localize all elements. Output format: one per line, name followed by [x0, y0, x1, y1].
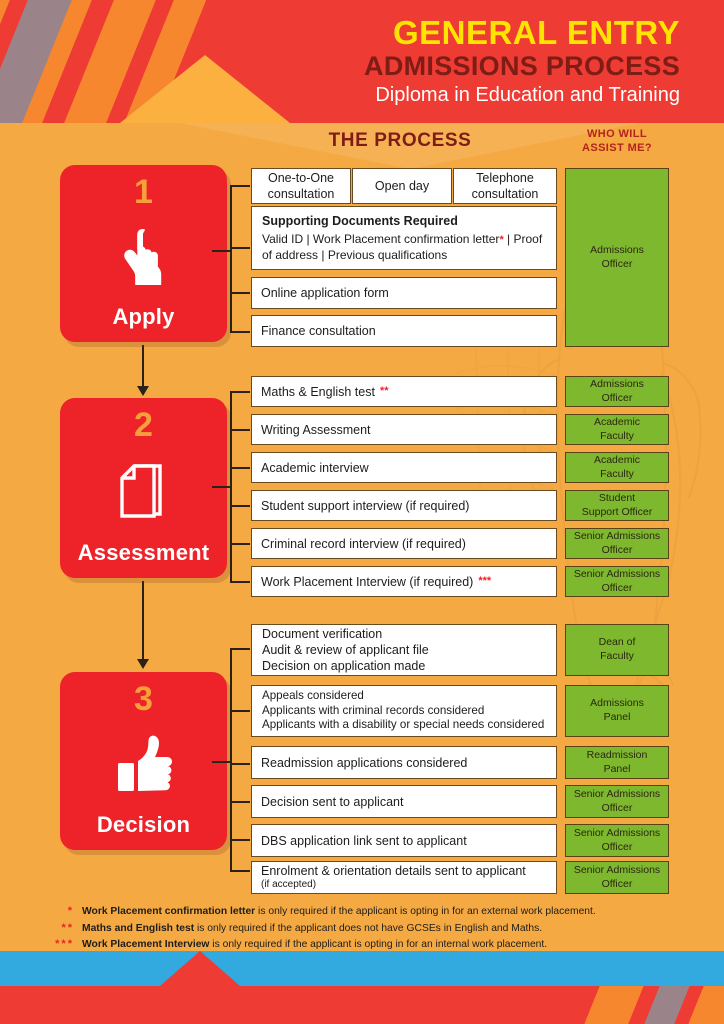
row-body-pre: Valid ID | Work Placement confirmation letter	[262, 232, 500, 247]
assist-row-student-support	[565, 490, 669, 521]
assist-line1: Senior Admissions	[573, 863, 661, 876]
assist-row-readmission	[565, 746, 669, 779]
row-label: Finance consultation	[261, 324, 376, 338]
row-label: Telephone consultation	[471, 171, 539, 201]
row-sublabel: (if accepted)	[261, 879, 317, 891]
assist-line2: Officer	[601, 581, 633, 594]
footer-triangle-accent	[160, 951, 240, 986]
assist-row-enrolment	[565, 861, 669, 894]
assist-line1: Dean of	[598, 636, 636, 649]
assist-heading-line2: ASSIST ME?	[581, 141, 652, 154]
row-label: Writing Assessment	[261, 422, 371, 437]
footnote-rest: is only required if the applicant does not have GCSEs in English and Maths.	[194, 922, 543, 934]
footnote-item	[0, 903, 724, 920]
row-label: Work Placement Interview (if required)	[261, 574, 474, 589]
row-line: Document verification	[262, 627, 383, 641]
row-line: Decision on application made	[262, 659, 426, 673]
assist-line1: Academic	[593, 415, 641, 428]
assist-line2: Officer	[601, 801, 633, 814]
asterisk-marker: *	[499, 234, 504, 247]
row-enrolment-orientation[interactable]	[251, 861, 557, 894]
step-label: Assessment	[77, 540, 210, 565]
row-label: Academic interview	[261, 460, 369, 475]
footnote-rest: is only required if the applicant is opting in for an internal work placement.	[209, 939, 548, 950]
row-academic-interview[interactable]	[251, 452, 557, 483]
assist-line2: Officer	[601, 877, 633, 890]
footer-blue-band	[0, 951, 724, 986]
header-triangle-accent	[120, 55, 290, 123]
row-readmission-applications[interactable]	[251, 746, 557, 779]
row-dbs-application-link[interactable]	[251, 824, 557, 857]
footnote-text	[82, 921, 542, 936]
footnote-marker: **	[61, 921, 74, 934]
poster-title-line2: ADMISSIONS PROCESS	[364, 50, 680, 81]
assist-line2: Faculty	[600, 467, 634, 480]
row-work-placement-interview[interactable]	[251, 566, 557, 597]
arrow-step1-to-step2	[142, 345, 144, 387]
row-label: Criminal record interview (if required)	[261, 536, 466, 551]
row-heading: Supporting Documents Required	[262, 214, 458, 229]
thumbs-up-icon	[114, 716, 174, 812]
asterisk-marker: ***	[478, 575, 492, 588]
row-telephone-consultation[interactable]	[453, 168, 557, 204]
row-appeals-considered[interactable]	[251, 685, 557, 737]
assist-line1: Senior Admissions	[573, 567, 661, 580]
row-body-post: | Proof of address | Previous qualifications	[262, 232, 543, 262]
footnote-item	[0, 920, 724, 937]
footnote-rest: is only required if the applicant is opting in for an external work placement.	[255, 906, 596, 917]
process-column-heading: THE PROCESS	[328, 130, 472, 151]
assist-line1: Admissions	[590, 377, 644, 390]
row-label: One-to-One consultation	[267, 171, 335, 201]
documents-icon	[116, 442, 172, 540]
assist-line1: Senior Admissions	[573, 529, 661, 542]
assist-line2: Support Officer	[581, 505, 653, 518]
assist-heading-line1: WHO WILL	[586, 128, 647, 140]
assist-line1: Academic	[593, 453, 641, 466]
step-number: 2	[134, 406, 153, 444]
assist-line1: Senior Admissions	[573, 787, 661, 800]
asterisk-marker: **	[379, 385, 389, 398]
assist-row-document-verification	[565, 624, 669, 676]
assist-row-decision-sent	[565, 785, 669, 818]
row-label: DBS application link sent to applicant	[261, 833, 467, 848]
row-document-verification[interactable]	[251, 624, 557, 676]
step-number: 3	[134, 680, 153, 718]
assist-row-dbs-link	[565, 824, 669, 857]
assist-row-writing-assessment	[565, 414, 669, 445]
pointing-hand-icon	[118, 209, 170, 304]
assist-admissions-officer-step1	[565, 168, 669, 347]
poster-footer	[0, 951, 724, 1024]
connector-tree-step3	[230, 648, 252, 870]
step-card-apply[interactable]	[60, 165, 227, 342]
assist-line1: Readmission	[586, 748, 648, 761]
step-card-assessment[interactable]	[60, 398, 227, 578]
row-open-day[interactable]	[352, 168, 452, 204]
row-one-to-one-consultation[interactable]	[251, 168, 351, 204]
assist-line2: Officer	[601, 391, 633, 404]
footnote-marker: ***	[55, 938, 74, 950]
footnotes-block	[0, 903, 724, 953]
footnote-text	[82, 904, 596, 919]
row-label: Decision sent to applicant	[261, 794, 404, 809]
assist-line1: Student	[598, 491, 636, 504]
assist-row-academic-interview	[565, 452, 669, 483]
assist-line2: Officer	[601, 840, 633, 853]
connector-tree-step2	[230, 391, 252, 581]
arrow-step2-to-step3	[142, 581, 144, 660]
row-criminal-record-interview[interactable]	[251, 528, 557, 559]
row-label: Online application form	[261, 286, 389, 300]
assist-line2: Panel	[603, 711, 631, 723]
row-label: Enrolment & orientation details sent to applicant	[261, 864, 526, 879]
assist-line2: Panel	[603, 762, 631, 775]
assist-row-criminal-record	[565, 528, 669, 559]
step-number: 1	[134, 173, 153, 211]
row-label: Maths & English test	[261, 384, 375, 399]
header-title-block	[364, 16, 680, 108]
assist-line2: Officer	[601, 543, 633, 556]
assist-line2: Officer	[601, 257, 633, 270]
row-supporting-documents[interactable]	[251, 206, 557, 270]
footnote-marker: *	[67, 905, 74, 917]
row-line: Applicants with a disability or special needs considered	[262, 718, 545, 732]
assist-line1: Senior Admissions	[573, 826, 661, 839]
assist-line2: Faculty	[600, 650, 634, 662]
footnote-bold: Maths and English test	[82, 922, 195, 934]
row-student-support-interview[interactable]	[251, 490, 557, 521]
row-writing-assessment[interactable]	[251, 414, 557, 445]
row-label: Student support interview (if required)	[261, 498, 470, 513]
row-line: Applicants with criminal records considered	[262, 703, 485, 717]
assist-row-appeals	[565, 685, 669, 737]
row-label: Readmission applications considered	[261, 755, 468, 770]
step-card-decision[interactable]	[60, 672, 227, 850]
assist-line2: Faculty	[600, 429, 634, 442]
assist-column-heading	[565, 128, 669, 156]
footnote-bold: Work Placement Interview	[82, 939, 210, 950]
poster-subtitle: Diploma in Education and Training	[375, 83, 680, 106]
poster-title-line1: GENERAL ENTRY	[392, 14, 680, 51]
connector-tree-step1	[230, 185, 252, 333]
assist-line1: Admissions	[590, 243, 644, 256]
row-maths-english-test[interactable]	[251, 376, 557, 407]
row-label: Open day	[374, 179, 430, 193]
row-decision-sent-to-applicant[interactable]	[251, 785, 557, 818]
assist-line1: Admissions	[590, 697, 644, 710]
row-online-application-form[interactable]	[251, 277, 557, 309]
footnote-bold: Work Placement confirmation letter	[82, 906, 256, 917]
step-label: Decision	[96, 812, 191, 837]
poster-header	[0, 0, 724, 123]
assist-row-work-placement-interview	[565, 566, 669, 597]
assist-row-maths-english	[565, 376, 669, 407]
row-body	[262, 232, 546, 263]
row-finance-consultation[interactable]	[251, 315, 557, 347]
row-line: Audit & review of applicant file	[262, 643, 429, 657]
step-label: Apply	[112, 304, 175, 329]
row-line: Appeals considered	[262, 688, 364, 702]
